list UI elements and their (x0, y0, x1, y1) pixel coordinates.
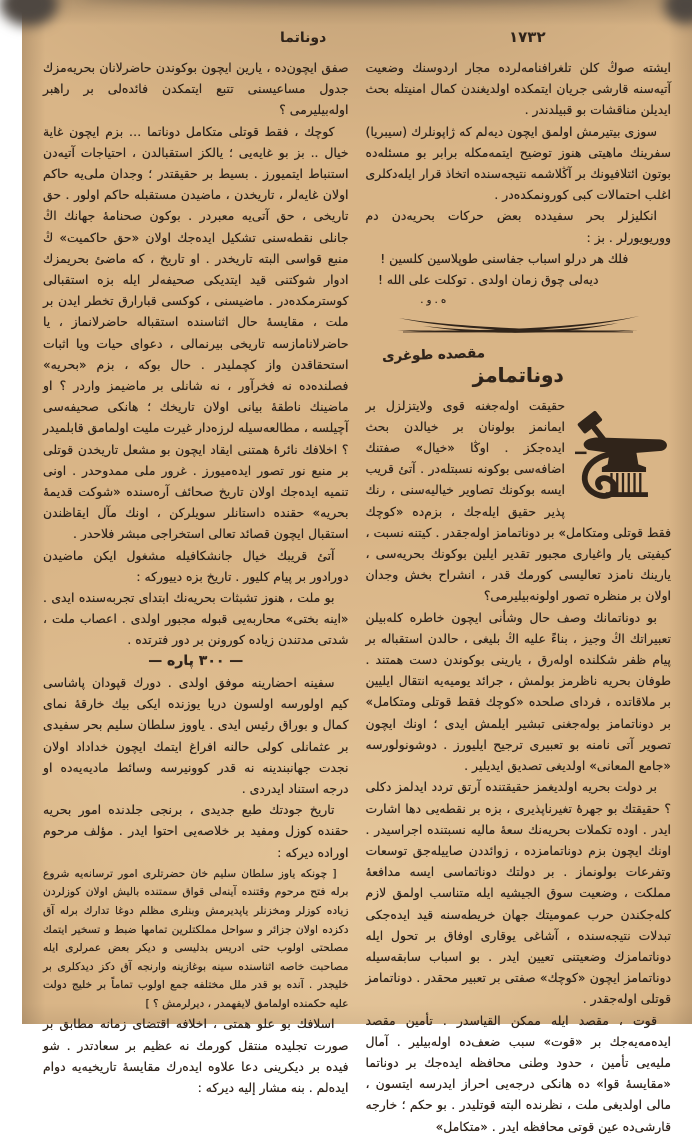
paragraph-with-dropcap (366, 395, 672, 607)
invocation-line: ديه‌لى چوق زمان اولدى . توكلت على الله ! (377, 272, 599, 288)
section-title: دوناتمامز (472, 363, 564, 388)
calligraphic-flourish-divider (393, 310, 643, 336)
paragraph: آتئ قريبك خيال جانشكافيله مشغول ايكن ماضيدن دورادور بر پيام كليور . تاريخ بزه دييوركه : (43, 547, 349, 584)
paragraph: بو دوناتمانك وصف حال وشأنى ايچون خاطره كله‌بيلن تعبيراتك اڭ وجيز ، بناءً عليه اڭ بليغى ، حالدن استقباله بر پيام ظفر شكلنده اوله‌رق ، يارينى بوكوندن دست همتند . طوفان بحريه ناظرمز بولمش ، جرائد يوميه‌يه انتقال ايليين بر ملاقاتده ، فرداى صلحده «كوچك فقط قوتلى ومتكامل» بر دوناتمامز بوله‌جغنى تبشير ايلمش ايدى ؛ اونك ايچون تصوير آتى نامنه بو تعبيرى ترجيح ايليورز . دوشونولورسه «جامع المعانى» اولديغى تصديق ايديلير . (365, 609, 671, 774)
paragraph: بر دولت بحريه اولديغمز حقيقتنده آرتق تردد ايدلمز دكلى ؟ حقيقتك بو جهرهٔ تغيرناپذيرى ، بزه بر نقطه‌يى دها اشارت ايدر . اوده تكملات بحريه‌نك سعهٔ ماليه نسبتنده اجراسيدر . اونك ايچون بزم دوناتمامزده ، زوائددن صاييله‌جق توسعات وتفرعات بولونماز . بر دولتك دوناتماسى ايسه مدافعهٔ مملكت ، وضعيت سوق الجيشيه ايله متناسب اولمق لازم كله‌جكندن حرب عموميتك جهان خريطه‌سنه قيد ايده‌جكى تبدلات نتيجه‌سنده ، آشاغى يوقارى اوفاق بر تحول ايله دوناتمامزك وضعيتنى تعيين ايدر . بو اسباب سابقه‌سيله دوناتمامز ايچون «كوچك» صفتى بر تعبير محقدر . دوناتمامز قوتلى اوله‌جقدر . (365, 779, 671, 1007)
column-right (365, 57, 672, 1134)
column-left (43, 57, 349, 1096)
footnote-text: [ چونكه ياوز سلطان سليم خان حضرتلرى امور ترسانه‌يه شروع برله فتح مرحوم وقتنده آينه‌لى قواق سمتنده باليش اولان كوزلردن زياده كوزلر ومخزنلر ياپديرمش وبنلرى مظلم دوغا تدارك برله آق دكزده اولان جزائر و سواحل مملكتلرين تمامها ضبط و تسخير ايتمك مصلحتى اولوب حتى ادريس بدليسى و ديكر بعض عمرلرى ايله مصاحبت خاصه اثناسنده سينه بوغازينه وارنجه آق دكز ديدكلرى بر خليجدر . آنده بو قدر ملل مختلفه جمع اولوب تماماً بر خليج دولت عليه حكمنده اولمامق لايفهمدر ، ديرلرمش ؟ ] (43, 866, 349, 1010)
scan-corner-stain-top-left (0, 0, 58, 26)
paragraph: كوچك ، فقط قوتلى متكامل دوناتما … بزم ايچون غاية خيال .. بز بو غايه‌يى ؛ يالكز استقبالدن ، احتياجات آتيه‌دن استنباط ايتميورز . بسيط بر حقيقتدر ؛ وجدان ملى‌يه حاكم اولان غايه‌لر ، تاريخدن ، ماضيدن مستقبله حاكم اولور . حق تاريخى ، حق آتى‌يه معبردر . بوكون صحنامهٔ جهانك اڭ جانلى نقطه‌سنى تشكيل ايده‌جك اولان «حق حاكميت» ڭ منبع قواسى البته تاريخدر . او تاريخ ، كه ماضئ بحريمزك ادوار شوكتنى قيد ايتديكى صحيفه‌لر ايله بزه استقبالى كوسترمكده‌در . ماضيسنى ، كوكسى قبارارق تخطر ايدن بر ملت ، مقايسهٔ حال اثناسنده استقباله حاضرلانماز ، يا حاضرلانامازسه تاريخى بيرنمالى ، دعواى حيات ويا اثبات استحقاقدن واز كچمليدر . حال بوكه ، بزم «بحريه» فصلنده‌ده نه فخرآور ، نه شانلى بر ماضيمز واردر ؟ او ماضينك ناطقهٔ بيانى اولان تاريخك ؛ هانكى صحيفه‌سى آچيلسه ، مطالعه‌سيله لرزه‌دار غيرت مليت اولمامق قابلميدر ؟ اخلافك نائرهٔ همتنى ايقاد ايچون بو مشعل تاريخدن قوتلى بر منبع نور تصور ايده‌ميورز . غرور ملى ممدوحدر . اونى تنميه ايده‌جك اولان تاريخ صحائف آره‌سنده «شوكت قديمهٔ بحريه» حقنده داستانلر سويلركن ، اونك مآل ايقاظندن استقبال ايچون قصائد تعالى استخراجى مبشر فلاحدر . (43, 123, 349, 542)
journal-title: دوناتما (280, 30, 327, 46)
paragraph: سوزى بيتيرمش اولمق ايچون ديه‌لم كه ژاپونلرك (سيبريا) سفرينك ماهيتى هنوز توضيح ايتمه‌مكله برابر بو مسئله‌ده بوتون ائتلافيونك بر آڭلاشمه نتيجه‌سنده اتخاذ قرار ايله‌دكلرى اغلب احتمالات كبى كورونمكده‌در . (365, 123, 671, 203)
price-divider: — ٣٠٠ پاره — (148, 652, 244, 669)
scan-edge-shadow-top (82, 0, 632, 3)
paragraph: ايشته صوڭ كلن تلغرافنامه‌لرده مجار اردوسنك وضعيت آتيه‌سنه قارشى جريان ايتمكده اولديغندن كمال امنيتله بحث ايديلن مناقشات بو قبيلدندر . (365, 60, 671, 118)
page-body (43, 57, 671, 1134)
paragraph-text: حقيقت اوله‌جغنه قوى ولايتزلزل بر ايمانمز بولونان بر خيالدن بحث ايده‌جكز . اوڭا «خيال» صفتنك اضافه‌سى بوكونه نسبتله‌در . آتئ قريب ايسه بوكونك تصاوير خياليه‌سنى ، رنك پذير حقيق ايله‌جك ، بزم‌ده «كوچك فقط قوتلى ومتكامل» بر دوناتمامز اوله‌جقدر . كيتنه نسبت ، كيفيتى يار واغيارى مجبور تقدير ايلين بوكونك بحريه‌سى ، يارينك نامزد تعاليسى كورمك قدر ، انشراح بخش وجدان اولان بر منظره تصور اولونه‌بيليرمى؟ (365, 397, 671, 604)
paragraph: قوت ، مقصد ايله ممكن القياسدر . تأمين مقصد ايده‌مه‌يه‌جك بر «قوت» سبب ضعف‌ده اوله‌بيلير . آمال مليه‌يى تأمين ، حدود وطنى محافظه ايده‌جك بر دوناتما «مقايسهٔ قوا» ده هانكى درجه‌يى احراز ايدرسه ايتسون ، مالى اولديغى ملت ، نظرنده البته قوتليدر . بو حكم ؛ خارجه قارشى‌ده عين قوتى محافظه ايدر . «متكامل» (365, 1012, 671, 1134)
page-number: ١٧٣٢ (509, 28, 546, 46)
footnote-block (43, 865, 349, 1014)
paragraph: صفق ايچون‌ده ، يارين ايچون بوكوندن حاضرلانان بحريه‌مزك جدول مساعيسنى تتبع ايتمكدن فائده‌لى بر راهبر اوله‌بيليرمى ؟ (43, 60, 349, 118)
scanned-journal-page (22, 0, 692, 1134)
verse-line: فلك هر درلو اسباب جفاسنى طوپلاسين كلسين ! (380, 250, 629, 266)
paragraph: تاريخ جودتك طبع جديدى ، برنجى جلدنده امور بحريه حقنده كوزل ومفيد بر خلاصه‌يى احتوا ايدر . مؤلف مرحوم اوراده ديركه : (43, 802, 349, 860)
section-kicker: مقصده طوغرى (381, 345, 485, 366)
paragraph: بو ملت ، هنوز تشبثات بحريه‌نك ابتداى تجربه‌سنده ايدى . «اينه بختى» محاربه‌يى قبوله مجبور اولدى . اعصاب ملت ، شدتى مدتندن زياده كورونن بر دور فترتده . (43, 590, 349, 648)
scan-corner-stain-top-right (664, 0, 692, 24)
paragraph: سفينه احضارينه موفق اولدى . دورك قپودان پاشاسى كيم اولورسه اولسون دريا يوزنده ايكى بيك خارقهٔ نماى كمال و بوراق رئيس ايدى . ياووز سلطان سليم بحر سفيدى بر عثمانلى كولى حالنه افراغ ايتمك ايچون خداداد اولان نجدت جهانبندينه نه قدر كوونيرسه وسائط ماديه‌يه‌ده او درجه استناد ايدردى . (43, 674, 349, 796)
anvil-hammer-illustration (575, 397, 671, 501)
paragraph: اسلافك بو علو همتى ، اخلافه اقتضاى زمانه مطابق بر صورت تجليده منتقل كورمك نه عظيم بر سعادتدر . شو فيده بر ديكرينى دعا علاوه ايده‌رك مقايسهٔ تاريخيه‌يه دوام ايده‌لم . بنه مشار إليه ديركه : (43, 1016, 349, 1096)
dots-ornament: ه . و . (420, 295, 447, 307)
masthead (22, 28, 692, 54)
paragraph: انكليزلر بحر سفيدده بعض حركات بحريه‌دن دم ووريويورلر . بز : (365, 208, 671, 245)
